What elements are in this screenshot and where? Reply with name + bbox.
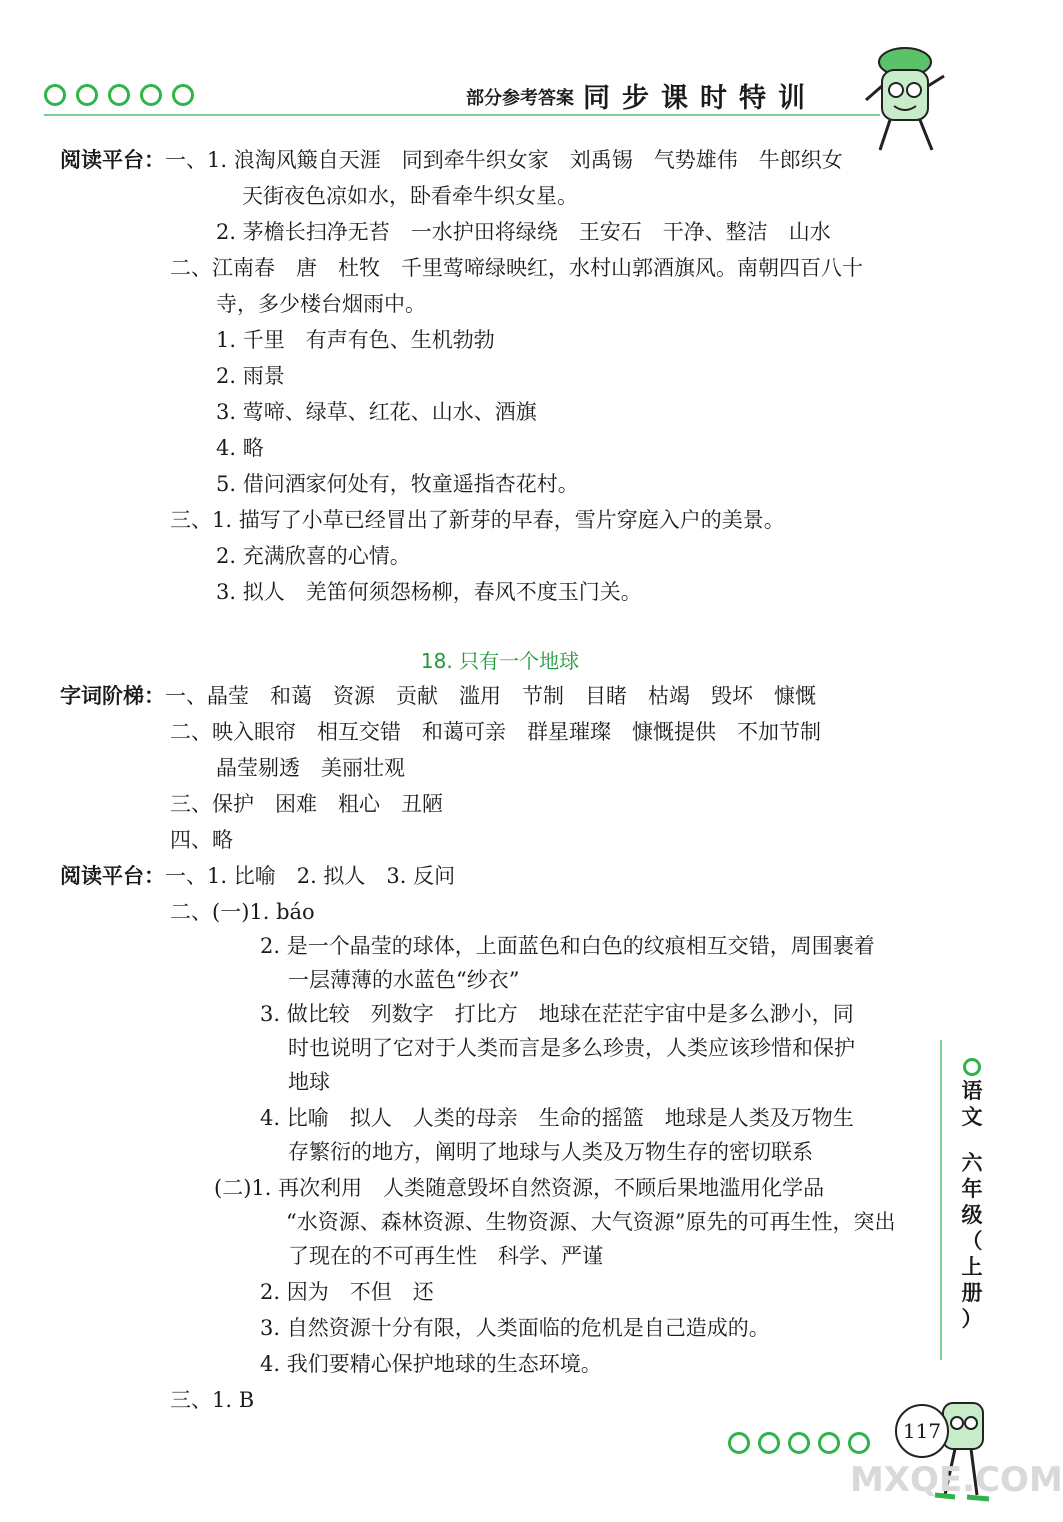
- circle-icon: [172, 84, 194, 106]
- mascot-icon: [860, 40, 950, 160]
- answer-line: 存繁衍的地方，阐明了地球与人类及万物生存的密切联系: [288, 1140, 813, 1164]
- answer-line: 3. 莺啼、绿草、红花、山水、酒旗: [216, 400, 537, 424]
- side-grade: 六 年 级 （ 上 册 ）: [961, 1151, 983, 1331]
- answer-line: “水资源、森林资源、生物资源、大气资源”原先的可再生性，突出: [286, 1210, 896, 1234]
- answer-line: 时也说明了它对于人类而言是多么珍贵，人类应该珍惜和保护: [288, 1036, 855, 1060]
- header-subtitle: 部分参考答案: [466, 88, 574, 109]
- answer-line: 5. 借问酒家何处有，牧童遥指杏花村。: [216, 472, 579, 496]
- answer-text: 一、1. 比喻 2. 拟人 3. 反问: [165, 864, 456, 888]
- answer-line: 二、(一)1. báo: [170, 900, 315, 924]
- header-title: 同步课时特训: [583, 83, 817, 114]
- answer-line: 天街夜色凉如水，卧看牵牛织女星。: [242, 184, 578, 208]
- answer-line: 2. 因为 不但 还: [260, 1280, 434, 1304]
- answer-line: 二、江南春 唐 杜牧 千里莺啼绿映红，水村山郭酒旗风。南朝四百八十: [170, 256, 863, 280]
- answer-line: 一层薄薄的水蓝色“纱衣”: [288, 968, 520, 992]
- answer-line: [60, 146, 843, 174]
- circle-icon: [788, 1432, 810, 1454]
- circle-icon: [108, 84, 130, 106]
- page-number: 117: [895, 1404, 949, 1458]
- answer-text: 一、晶莹 和蔼 资源 贡献 滥用 节制 目睹 枯竭 毁坏 慷慨: [165, 684, 816, 708]
- answer-line: [60, 862, 455, 890]
- answer-line: 4. 略: [216, 436, 264, 460]
- answer-line: 3. 自然资源十分有限，人类面临的危机是自己造成的。: [260, 1316, 770, 1340]
- answer-line: 2. 茅檐长扫净无苔 一水护田将绿绕 王安石 干净、整洁 山水: [216, 220, 831, 244]
- answer-line: (二)1. 再次利用 人类随意毁坏自然资源，不顾后果地滥用化学品: [214, 1176, 825, 1200]
- circle-icon: [44, 84, 66, 106]
- answer-line: 三、保护 困难 粗心 丑陋: [170, 792, 443, 816]
- side-rule: [940, 1040, 942, 1360]
- answer-line: 三、1. B: [170, 1388, 255, 1412]
- answer-line: [60, 682, 816, 710]
- answer-line: 4. 比喻 拟人 人类的母亲 生命的摇篮 地球是人类及万物生: [260, 1106, 854, 1130]
- footer-decoration: [728, 1432, 870, 1454]
- section-title: 18. 只有一个地球: [420, 649, 580, 673]
- answer-line: 了现在的不可再生性 科学、严谨: [288, 1244, 603, 1268]
- answer-line: 寺，多少楼台烟雨中。: [216, 292, 426, 316]
- side-subject: 语 文: [961, 1079, 983, 1129]
- circle-icon: [140, 84, 162, 106]
- answer-line: 三、1. 描写了小草已经冒出了新芽的早春，雪片穿庭入户的美景。: [170, 508, 785, 532]
- answer-line: 地球: [288, 1070, 330, 1094]
- section-label: 阅读平台：: [60, 864, 165, 888]
- answer-line: 2. 充满欣喜的心情。: [216, 544, 411, 568]
- circle-icon: [758, 1432, 780, 1454]
- answer-line: 4. 我们要精心保护地球的生态环境。: [260, 1352, 602, 1376]
- answer-line: 四、略: [170, 828, 233, 852]
- answer-line: 1. 千里 有声有色、生机勃勃: [216, 328, 495, 352]
- circle-icon: [818, 1432, 840, 1454]
- answer-line: 晶莹剔透 美丽壮观: [216, 756, 405, 780]
- answer-line: 2. 雨景: [216, 364, 285, 388]
- answer-line: 2. 是一个晶莹的球体，上面蓝色和白色的纹痕相互交错，周围裹着: [260, 934, 875, 958]
- circle-icon: [963, 1058, 981, 1076]
- circle-icon: [848, 1432, 870, 1454]
- circle-icon: [728, 1432, 750, 1454]
- header-decoration: [44, 84, 194, 106]
- watermark: MXQE.COM: [850, 1460, 1063, 1500]
- answer-line: 3. 拟人 羌笛何须怨杨柳，春风不度玉门关。: [216, 580, 642, 604]
- section-label: 阅读平台：: [60, 148, 165, 172]
- circle-icon: [76, 84, 98, 106]
- answer-line: 3. 做比较 列数字 打比方 地球在茫茫宇宙中是多么渺小，同: [260, 1002, 854, 1026]
- answer-text: 一、1. 浪淘风簸自天涯 同到牵牛织女家 刘禹锡 气势雄伟 牛郎织女: [165, 148, 843, 172]
- answer-line: 二、映入眼帘 相互交错 和蔼可亲 群星璀璨 慷慨提供 不加节制: [170, 720, 821, 744]
- section-label: 字词阶梯：: [60, 684, 165, 708]
